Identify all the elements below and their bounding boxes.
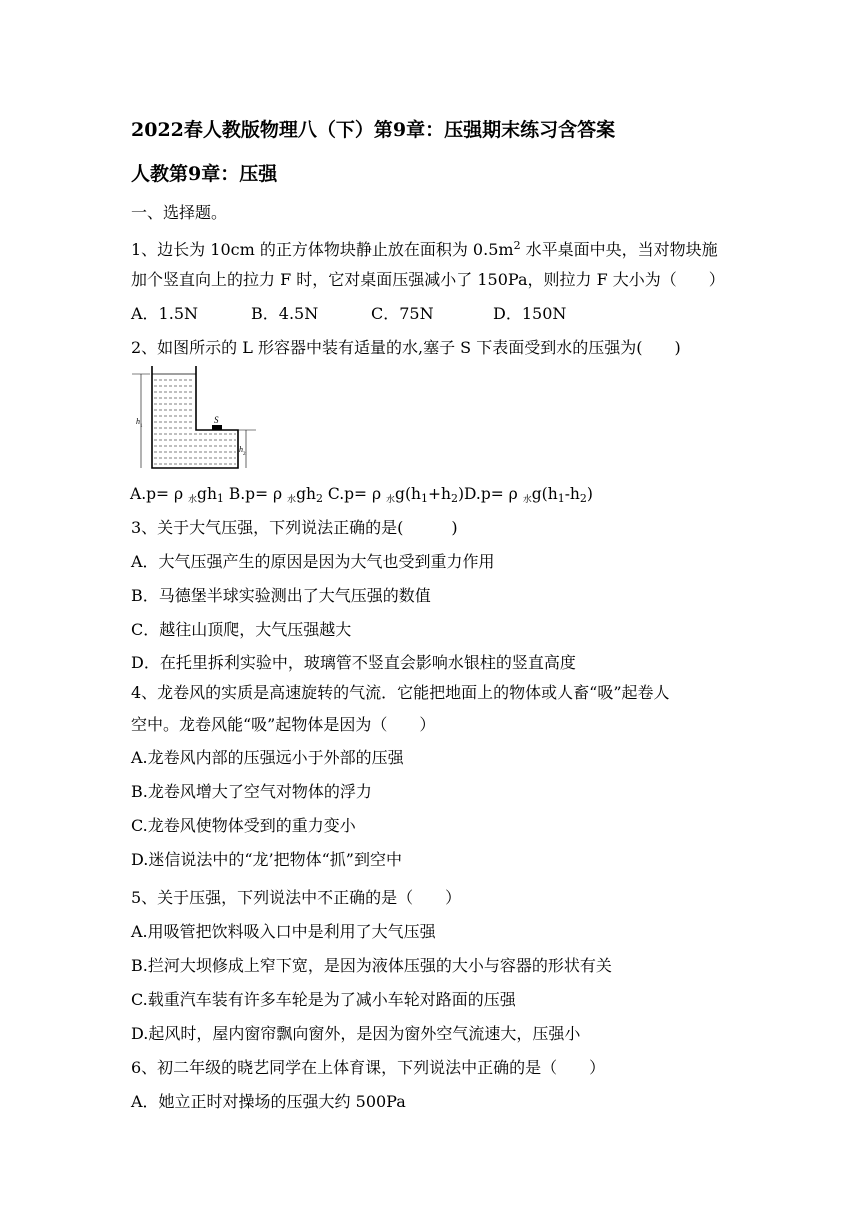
q2-option-b-sub2: 2 — [315, 492, 323, 505]
q3-option-c: C．越往山顶爬，大气压强越大 — [131, 620, 352, 639]
q2-option-c-rest: g(h — [395, 485, 421, 503]
h1-label: h — [136, 417, 140, 426]
q2-option-d: D.p= ρ — [464, 485, 523, 503]
q2-option-c-sub3: 2 — [450, 492, 458, 505]
document-subtitle: 人教第9章：压强 — [131, 163, 278, 185]
q2-options — [130, 484, 593, 510]
water-column — [152, 374, 196, 467]
q5-text: 5、关于压强，下列说法中不正确的是（ ） — [131, 888, 462, 907]
q4-option-c: C.龙卷风使物体受到的重力变小 — [131, 816, 356, 835]
q5-option-d: D.起风时，屋内窗帘飘向窗外，是因为窗外空气流速大，压强小 — [131, 1024, 581, 1043]
q3-option-a: A．大气压强产生的原因是因为大气也受到重力作用 — [131, 552, 495, 571]
plug-label: S — [214, 415, 219, 425]
h2-label-sub: 2 — [243, 452, 246, 457]
q1-option-a: A．1.5N — [131, 304, 199, 323]
q2-option-d-close: ) — [586, 485, 593, 503]
q1-option-c: C．75N — [371, 304, 434, 323]
h2-label: h — [239, 445, 243, 454]
q3-text: 3、关于大气压强，下列说法正确的是( ) — [131, 518, 458, 537]
q2-option-a-sub2: 1 — [216, 492, 224, 505]
q5-option-c: C.载重汽车装有许多车轮是为了减小车轮对路面的压强 — [131, 990, 516, 1009]
q4-option-b: B.龙卷风增大了空气对物体的浮力 — [131, 782, 372, 801]
q2-option-d-rest: g(h — [531, 485, 558, 503]
q2-option-c-sub: 水 — [386, 495, 396, 505]
q2-text: 2、如图所示的 L 形容器中装有适量的水,塞子 S 下表面受到水的压强为( ) — [131, 338, 681, 357]
q5-option-b: B.拦河大坝修成上窄下宽，是因为液体压强的大小与容器的形状有关 — [131, 956, 612, 975]
q4-option-d: D.迷信说法中的“龙’把物体“抓”到空中 — [131, 850, 402, 869]
q2-option-c-close: ) — [457, 485, 465, 503]
q2-option-b-rest: gh — [296, 485, 316, 503]
q1-superscript: 2 — [513, 239, 521, 252]
document-title: 2022春人教版物理八（下）第9章：压强期末练习含答案 — [131, 119, 616, 141]
q2-option-c: C.p= ρ — [322, 485, 387, 503]
q5-option-a: A.用吸管把饮料吸入口中是利用了大气压强 — [131, 922, 436, 941]
q3-option-b: B．马德堡半球实验测出了大气压强的数值 — [131, 586, 431, 605]
q4-option-a: A.龙卷风内部的压强远小于外部的压强 — [131, 748, 404, 767]
q1-text-a: 1、边长为 10cm 的正方体物块静止放在面积为 0.5m — [131, 240, 514, 259]
q2-option-a-sub: 水 — [188, 495, 198, 505]
q2-option-b-sub: 水 — [287, 495, 297, 505]
q6-option-a: A．她立正时对操场的压强大约 500Pa — [131, 1092, 406, 1111]
q2-option-d-sub3: 2 — [579, 492, 587, 505]
q1-text-b: 水平桌面中央，当对物块施 — [520, 240, 718, 259]
q2-option-d-minus: -h — [564, 485, 580, 503]
q6-text: 6、初二年级的晓艺同学在上体育课，下列说法中正确的是（ ） — [131, 1058, 606, 1077]
q1-line2: 加个竖直向上的拉力 F 时，它对桌面压强减小了 150Pa，则拉力 F 大小为（ ） — [131, 270, 725, 289]
q4-line1: 4、龙卷风的实质是高速旋转的气流．它能把地面上的物体或人畜“吸”起卷人 — [131, 683, 670, 702]
l-shaped-container-figure — [128, 362, 260, 476]
q1-option-b: B．4.5N — [251, 304, 319, 323]
q1-option-d: D．150N — [493, 304, 567, 323]
q2-option-b: B.p= ρ — [223, 485, 288, 503]
q2-option-a: A.p= ρ — [130, 485, 188, 503]
q2-option-c-sub2: 1 — [420, 492, 428, 505]
q3-option-d: D．在托里拆利实验中，玻璃管不竖直会影响水银柱的竖直高度 — [131, 653, 576, 672]
plug-s — [212, 425, 222, 430]
q1-line1 — [131, 236, 718, 260]
q2-option-d-sub: 水 — [522, 495, 532, 505]
q4-line2: 空中。龙卷风能“吸”起物体是因为（ ） — [131, 715, 436, 734]
q2-option-c-plus: +h — [427, 485, 451, 503]
q2-option-a-rest: gh — [197, 485, 217, 503]
section-heading: 一、选择题。 — [131, 203, 228, 222]
h1-label-sub: 1 — [140, 424, 143, 429]
q2-option-d-sub2: 1 — [557, 492, 565, 505]
